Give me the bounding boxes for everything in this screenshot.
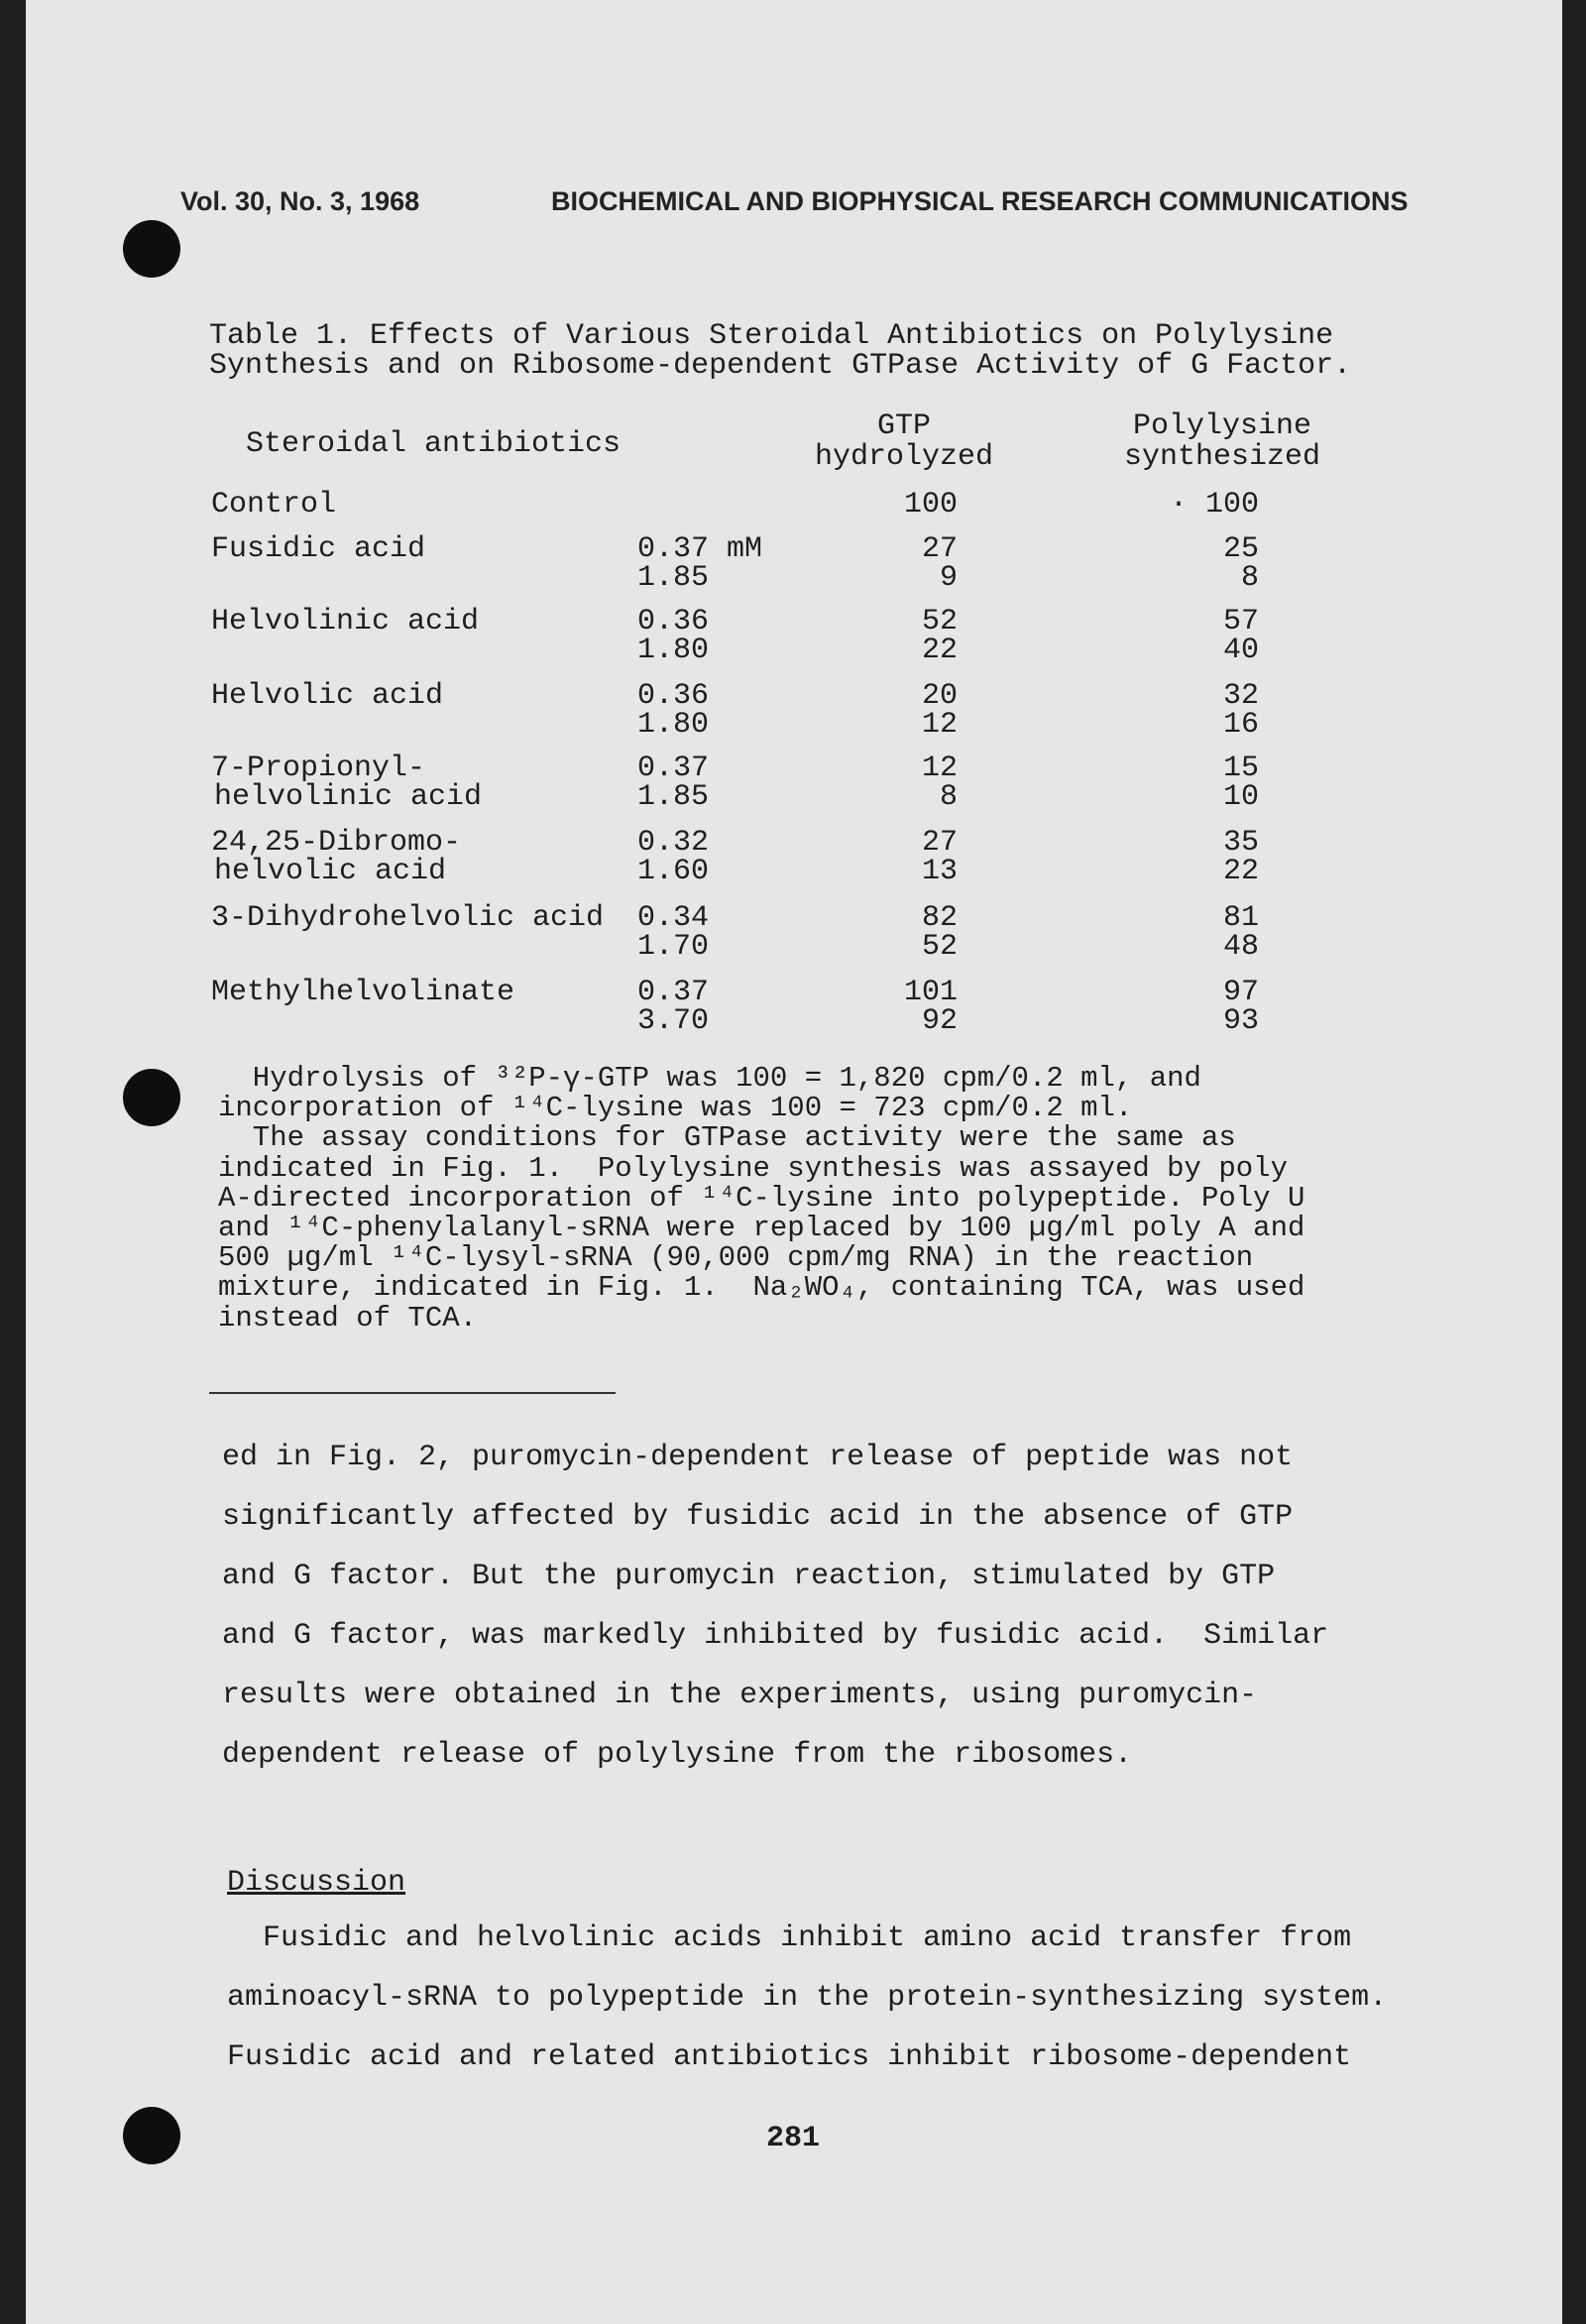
row-antibiotic-name: 3-Dihydrohelvolic acid [211, 901, 605, 935]
discussion-line: Fusidic acid and related antibiotics inhibit ribosome-dependent [227, 2040, 1352, 2074]
footnote-line: Hydrolysis of ³²P-γ-GTP was 100 = 1,820 cpm/0.2 ml, and [218, 1062, 1201, 1095]
row-polylysine-synthesized: 35 [1222, 826, 1259, 860]
row-polylysine-synthesized: 97 [1222, 976, 1259, 1009]
row-concentration: 0.36 [637, 679, 710, 713]
footnote-line: incorporation of ¹⁴C-lysine was 100 = 723 cpm/0.2 ml. [218, 1092, 1133, 1125]
row-antibiotic-name: Helvolinic acid [211, 605, 480, 639]
row-antibiotic-name: helvolinic acid [214, 780, 483, 814]
punch-hole [123, 2107, 180, 2164]
journal-title: BIOCHEMICAL AND BIOPHYSICAL RESEARCH COMMUNICATIONS [551, 186, 1409, 216]
table-title-line: Synthesis and on Ribosome-dependent GTPase Activity of G Factor. [209, 349, 1352, 383]
row-concentration: 0.37 [637, 976, 710, 1009]
row-gtp-hydrolyzed: 20 [921, 679, 958, 713]
row-concentration: 1.80 [637, 708, 710, 742]
row-gtp-hydrolyzed: 22 [921, 634, 958, 667]
body-line: dependent release of polylysine from the ribosomes. [222, 1738, 1133, 1772]
body-line: and G factor, was markedly inhibited by fusidic acid. Similar [222, 1619, 1329, 1653]
row-gtp-hydrolyzed: 52 [921, 930, 958, 964]
row-antibiotic-name: 24,25-Dibromo- [211, 826, 462, 860]
column-header-gtp: hydrolyzed [814, 440, 994, 474]
row-concentration: 1.70 [637, 930, 710, 964]
row-antibiotic-name: Methylhelvolinate [211, 976, 515, 1009]
footnote-line: The assay conditions for GTPase activity were the same as [218, 1121, 1236, 1155]
column-header-polylysine: synthesized [1123, 440, 1321, 474]
footnote-line: A-directed incorporation of ¹⁴C-lysine into polypeptide. Poly U [218, 1181, 1305, 1215]
row-antibiotic-name: Control [211, 488, 337, 522]
row-polylysine-synthesized: · 100 [1169, 488, 1259, 522]
body-line: ed in Fig. 2, puromycin-dependent release of peptide was not [222, 1441, 1294, 1474]
punch-hole [123, 220, 180, 278]
footnote-line: indicated in Fig. 1. Polylysine synthesis was assayed by poly [218, 1151, 1288, 1185]
footnote-line: mixture, indicated in Fig. 1. Na₂WO₄, containing TCA, was used [218, 1271, 1305, 1305]
row-polylysine-synthesized: 93 [1222, 1004, 1259, 1038]
row-concentration: 0.36 [637, 605, 710, 639]
row-polylysine-synthesized: 40 [1222, 634, 1259, 667]
row-polylysine-synthesized: 8 [1240, 561, 1259, 595]
body-line: and G factor. But the puromycin reaction, stimulated by GTP [222, 1560, 1276, 1593]
journal-volume: Vol. 30, No. 3, 1968 [180, 186, 420, 216]
row-polylysine-synthesized: 10 [1222, 780, 1259, 814]
row-concentration: 0.32 [637, 826, 710, 860]
punch-hole [123, 1069, 180, 1126]
row-polylysine-synthesized: 57 [1222, 605, 1259, 639]
row-concentration: 1.60 [637, 855, 710, 888]
row-concentration: 0.34 [637, 901, 710, 935]
section-heading-discussion: Discussion [227, 1866, 406, 1900]
row-concentration: 1.85 [637, 561, 710, 595]
footnote-line: 500 µg/ml ¹⁴C-lysyl-sRNA (90,000 cpm/mg RNA) in the reaction [218, 1241, 1254, 1275]
row-polylysine-synthesized: 48 [1222, 930, 1259, 964]
row-concentration: 0.37 mM [637, 532, 763, 566]
row-gtp-hydrolyzed: 27 [921, 532, 958, 566]
row-gtp-hydrolyzed: 12 [921, 752, 958, 785]
row-polylysine-synthesized: 32 [1222, 679, 1259, 713]
discussion-line: Fusidic and helvolinic acids inhibit amino acid transfer from [227, 1921, 1352, 1955]
row-concentration: 0.37 [637, 752, 710, 785]
row-polylysine-synthesized: 25 [1222, 532, 1259, 566]
row-gtp-hydrolyzed: 13 [921, 855, 958, 888]
row-concentration: 3.70 [637, 1004, 710, 1038]
discussion-line: aminoacyl-sRNA to polypeptide in the protein-synthesizing system. [227, 1981, 1388, 2015]
column-header-polylysine: Polylysine [1132, 409, 1312, 443]
row-gtp-hydrolyzed: 27 [921, 826, 958, 860]
row-polylysine-synthesized: 22 [1222, 855, 1259, 888]
row-polylysine-synthesized: 15 [1222, 752, 1259, 785]
row-polylysine-synthesized: 16 [1222, 708, 1259, 742]
column-header-gtp: GTP [876, 409, 931, 443]
row-gtp-hydrolyzed: 52 [921, 605, 958, 639]
row-antibiotic-name: Fusidic acid [211, 532, 426, 566]
row-antibiotic-name: Helvolic acid [211, 679, 444, 713]
row-gtp-hydrolyzed: 100 [903, 488, 958, 522]
footnote-divider [209, 1392, 616, 1394]
row-concentration: 1.85 [637, 780, 710, 814]
row-concentration: 1.80 [637, 634, 710, 667]
row-gtp-hydrolyzed: 101 [903, 976, 958, 1009]
table-title-line: Table 1. Effects of Various Steroidal Antibiotics on Polylysine [209, 319, 1334, 353]
row-gtp-hydrolyzed: 9 [939, 561, 958, 595]
row-gtp-hydrolyzed: 12 [921, 708, 958, 742]
column-header-antibiotics: Steroidal antibiotics [246, 427, 622, 461]
row-polylysine-synthesized: 81 [1222, 901, 1259, 935]
row-antibiotic-name: helvolic acid [214, 855, 447, 888]
footnote-line: and ¹⁴C-phenylalanyl-sRNA were replaced by 100 µg/ml poly A and [218, 1212, 1305, 1244]
footnote-line: instead of TCA. [218, 1301, 478, 1335]
body-line: significantly affected by fusidic acid in the absence of GTP [222, 1500, 1294, 1534]
row-gtp-hydrolyzed: 82 [921, 901, 958, 935]
body-line: results were obtained in the experiments, using puromycin- [222, 1679, 1258, 1712]
row-antibiotic-name: 7-Propionyl- [211, 752, 426, 785]
page-number: 281 [765, 2122, 820, 2155]
row-gtp-hydrolyzed: 92 [921, 1004, 958, 1038]
row-gtp-hydrolyzed: 8 [939, 780, 958, 814]
